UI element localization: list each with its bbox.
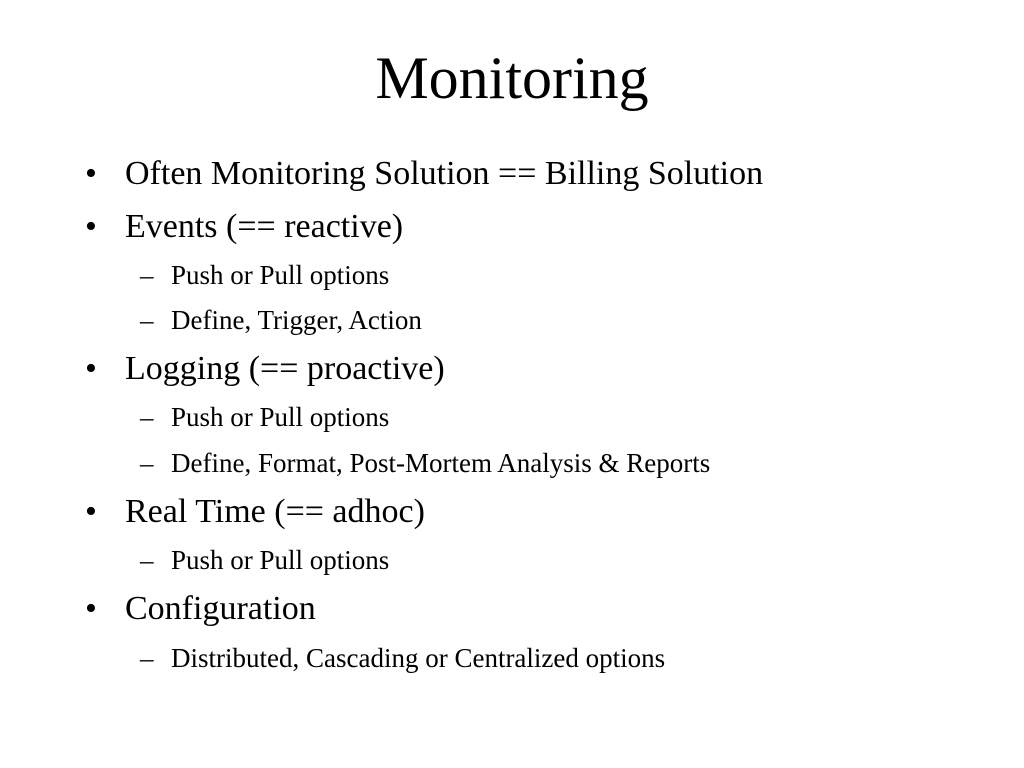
sub-bullet-marker: – <box>140 260 154 290</box>
sub-bullet-marker: – <box>140 305 154 335</box>
bullet-text: Often Monitoring Solution == Billing Solution <box>125 155 764 192</box>
bullet-marker: • <box>85 350 97 387</box>
sub-bullet-text: Define, Format, Post-Mortem Analysis & Reports <box>171 448 711 478</box>
sub-bullet-marker: – <box>140 402 154 432</box>
bullet-marker: • <box>85 155 97 192</box>
bullet-text: Real Time (== adhoc) <box>125 493 425 530</box>
sub-bullet-text: Define, Trigger, Action <box>171 305 422 335</box>
bullet-text: Events (== reactive) <box>125 208 404 245</box>
sub-bullet-text: Distributed, Cascading or Centralized options <box>171 643 666 673</box>
bullet-text: Configuration <box>125 590 316 627</box>
sub-bullet-text: Push or Pull options <box>171 260 390 290</box>
sub-bullet-text: Push or Pull options <box>171 402 390 432</box>
sub-bullet-marker: – <box>140 448 154 478</box>
bullet-text: Logging (== proactive) <box>125 350 445 387</box>
sub-bullet-marker: – <box>140 643 154 673</box>
sub-bullet-text: Push or Pull options <box>171 545 390 575</box>
sub-bullet-marker: – <box>140 545 154 575</box>
bullet-marker: • <box>85 493 97 530</box>
bullet-marker: • <box>85 208 97 245</box>
bullet-marker: • <box>85 590 97 627</box>
slide-title: Monitoring <box>375 45 649 111</box>
